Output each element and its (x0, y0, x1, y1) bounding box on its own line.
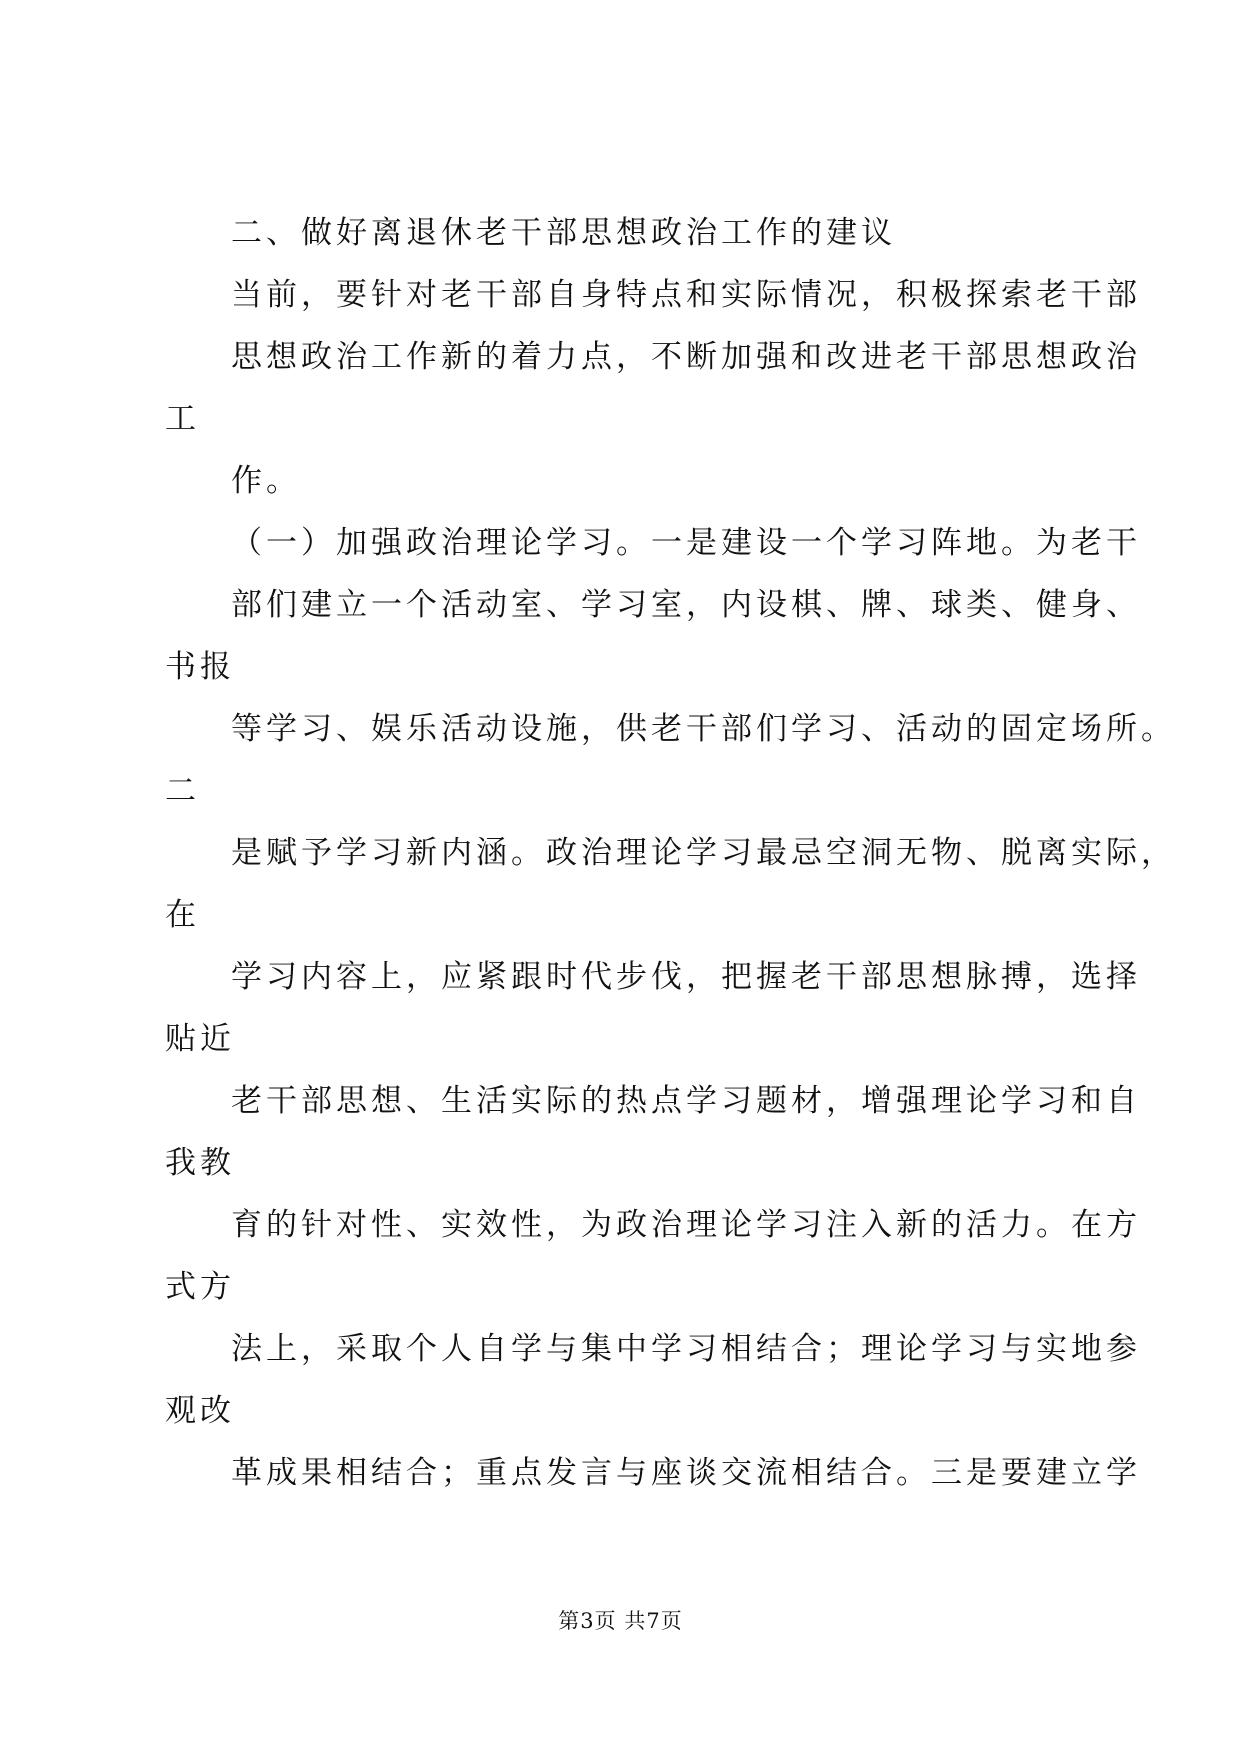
body-line: 法上，采取个人自学与集中学习相结合；理论学习与实地参 (231, 1331, 1141, 1367)
body-line: 观改 (165, 1393, 235, 1429)
body-line: 学习内容上，应紧跟时代步伐，把握老干部思想脉搏，选择 (231, 959, 1141, 995)
body-line: 思想政治工作新的着力点，不断加强和改进老干部思想政治 (231, 339, 1141, 375)
body-line: 老干部思想、生活实际的热点学习题材，增强理论学习和自 (231, 1083, 1141, 1119)
body-line: 我教 (165, 1145, 235, 1181)
body-line: 作。 (231, 463, 301, 499)
body-line: 革成果相结合；重点发言与座谈交流相结合。三是要建立学 (231, 1455, 1141, 1491)
body-line: 当前，要针对老干部自身特点和实际情况，积极探索老干部 (231, 277, 1141, 313)
body-line: 书报 (165, 649, 235, 685)
body-line: 贴近 (165, 1021, 235, 1057)
body-line: 二 (165, 773, 200, 809)
body-line: 式方 (165, 1269, 235, 1305)
body-line: 育的针对性、实效性，为政治理论学习注入新的活力。在方 (231, 1207, 1141, 1243)
section-heading: 二、做好离退休老干部思想政治工作的建议 (231, 215, 896, 251)
body-line: 在 (165, 897, 200, 933)
body-line: 工 (165, 401, 200, 437)
body-line: 是赋予学习新内涵。政治理论学习最忌空洞无物、脱离实际， (231, 835, 1176, 871)
body-line: 等学习、娱乐活动设施，供老干部们学习、活动的固定场所。 (231, 711, 1176, 747)
page-footer: 第3页 共7页 (558, 1609, 683, 1633)
body-line: 部们建立一个活动室、学习室，内设棋、牌、球类、健身、 (231, 587, 1141, 623)
subsection-line: （一）加强政治理论学习。一是建设一个学习阵地。为老干 (231, 525, 1141, 561)
